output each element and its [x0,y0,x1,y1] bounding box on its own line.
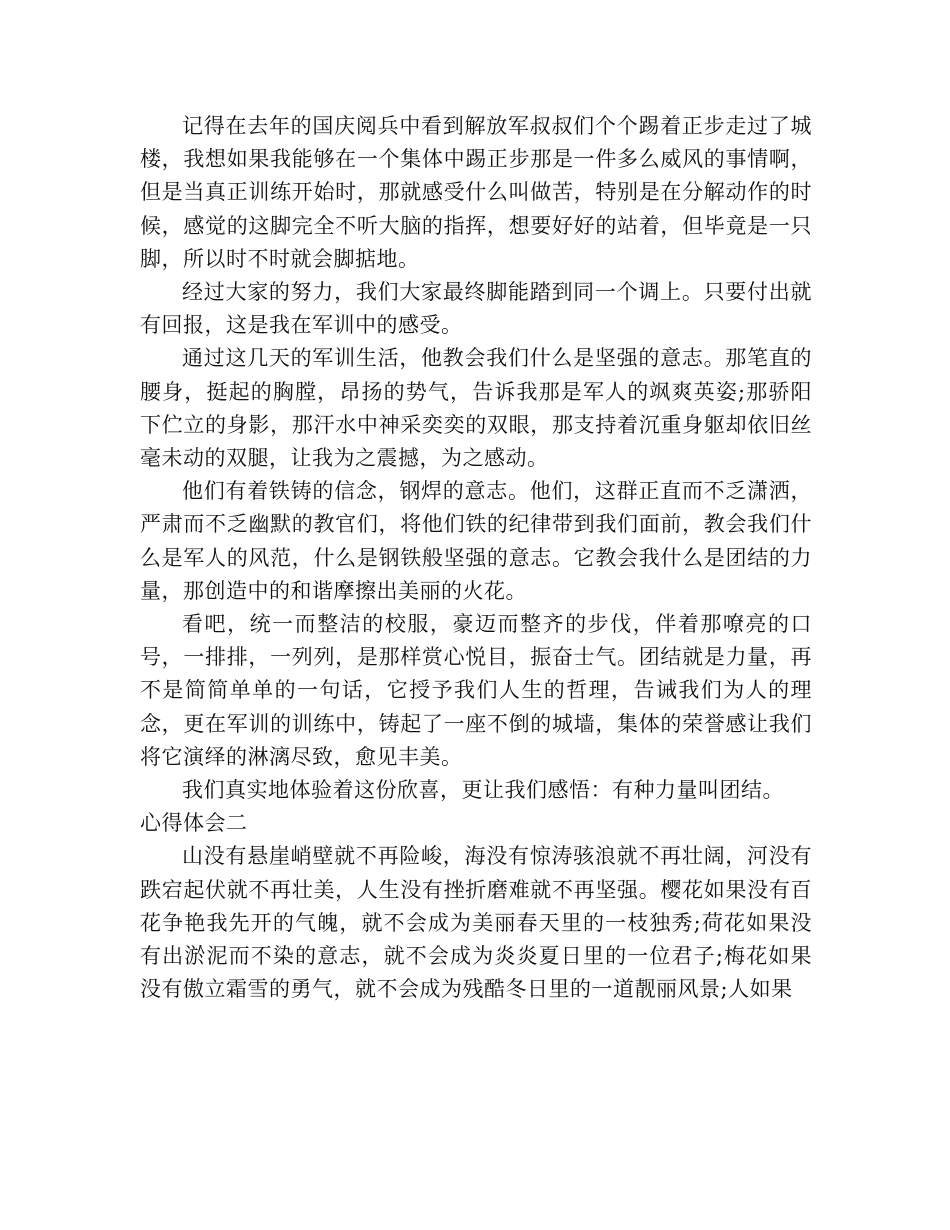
paragraph: 山没有悬崖峭壁就不再险峻，海没有惊涛骇浪就不再壮阔，河没有跌宕起伏就不再壮美，人生没有挫折磨难就不再坚强。樱花如果没有百花争艳我先开的气魄，就不会成为美丽春天里的一枝独秀;荷花如果没有出淤泥而不染的意志，就不会成为炎炎夏日里的一位君子;梅花如果没有傲立霜雪的勇气，就不会成为残酷冬日里的一道靓丽风景;人如果 [140,844,812,1002]
paragraph: 我们真实地体验着这份欣喜，更让我们感悟：有种力量叫团结。 [182,778,784,803]
paragraph: 看吧，统一而整洁的校服，豪迈而整齐的步伐，伴着那嘹亮的口号，一排排，一列列，是那样赏心悦目，振奋士气。团结就是力量，再不是简简单单的一句话，它授予我们人生的哲理，告诫我们为人的理念，更在军训的训练中，铸起了一座不倒的城墙，集体的荣誉感让我们将它演绎的淋漓尽致，愈见丰美。 [140,612,812,769]
paragraph: 记得在去年的国庆阅兵中看到解放军叔叔们个个踢着正步走过了城楼，我想如果我能够在一个集体中踢正步那是一件多么威风的事情啊，但是当真正训练开始时，那就感受什么叫做苦，特别是在分解动作的时候，感觉的这脚完全不听大脑的指挥，想要好好的站着，但毕竟是一只脚，所以时不时就会脚掂地。 [140,114,812,271]
section-heading: 心得体会二 [140,811,248,836]
paragraph: 通过这几天的军训生活，他教会我们什么是坚强的意志。那笔直的腰身，挺起的胸膛，昂扬的势气，告诉我那是军人的飒爽英姿;那骄阳下伫立的身影，那汗水中神采奕奕的双眼，那支持着沉重身躯却依旧丝毫未动的双腿，让我为之震撼，为之感动。 [140,346,812,471]
paragraph: 经过大家的努力，我们大家最终脚能踏到同一个调上。只要付出就有回报，这是我在军训中的感受。 [140,280,812,338]
document-page [140,110,812,1006]
paragraph: 他们有着铁铸的信念，钢焊的意志。他们，这群正直而不乏潇洒，严肃而不乏幽默的教官们，将他们铁的纪律带到我们面前，教会我们什么是军人的风范，什么是钢铁般坚强的意志。它教会我什么是团结的力量，那创造中的和谐摩擦出美丽的火花。 [140,479,812,603]
